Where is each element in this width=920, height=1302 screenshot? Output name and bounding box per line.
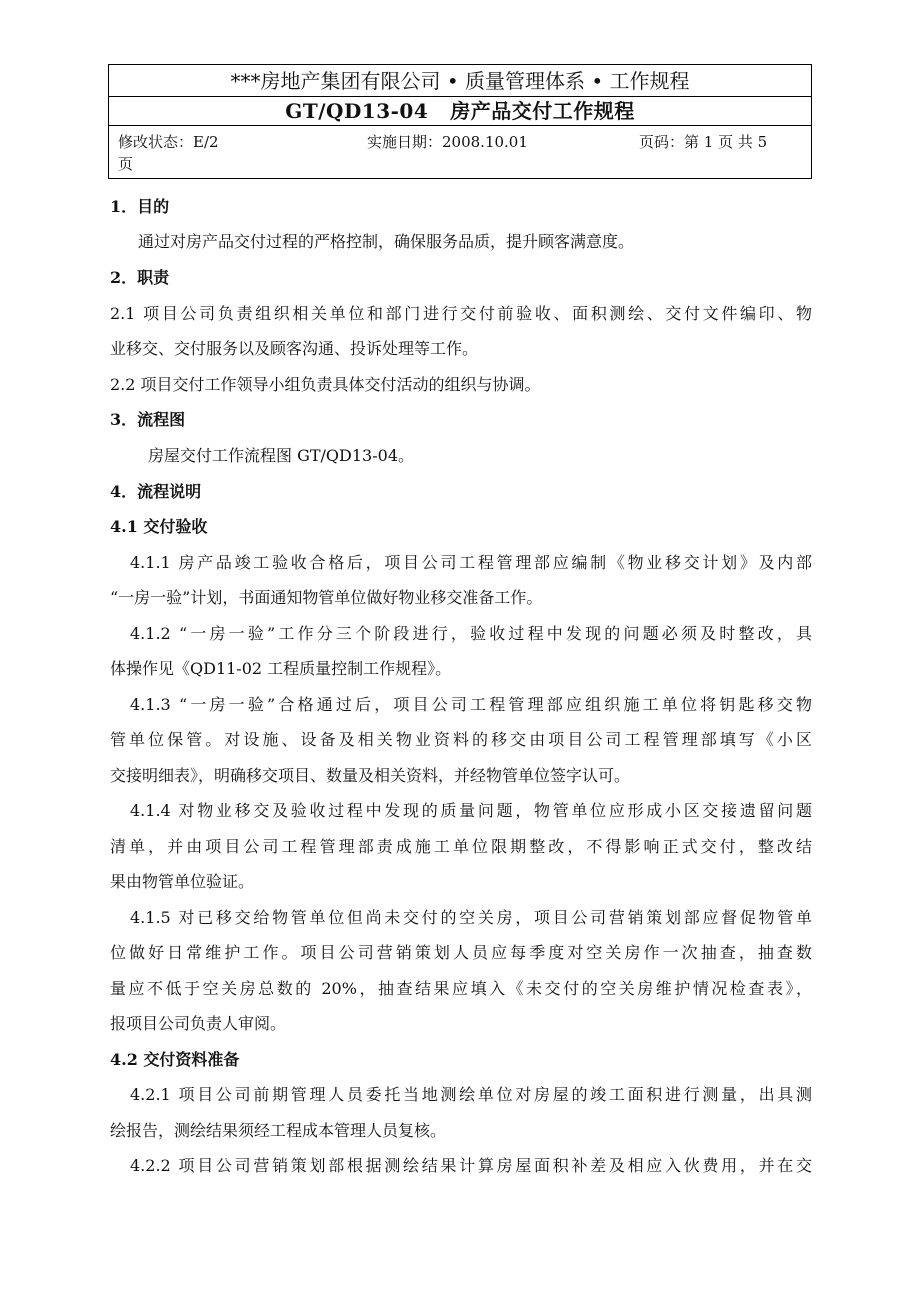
body-text-flowchart: 房屋交付工作流程图 GT/QD13-04。 (148, 446, 415, 465)
section-heading-purpose: 1．目的 (110, 197, 170, 216)
body-text-line: 管单位保管。对设施、设备及相关物业资料的移交由项目公司工程管理部填写《小区 (110, 730, 812, 749)
effective-date: 实施日期：2008.10.01 (367, 133, 528, 151)
body-text-line: 4.2.1 项目公司前期管理人员委托当地测绘单位对房屋的竣工面积进行测量，出具测 (130, 1085, 812, 1104)
body-text-line: 清单，并由项目公司工程管理部责成施工单位限期整改，不得影响正式交付，整改结 (110, 837, 812, 856)
body-text-line: 果由物管单位验证。 (110, 872, 255, 891)
subsection-heading-documents: 4.2 交付资料准备 (110, 1050, 240, 1069)
body-text-line: 4.1.4 对物业移交及验收过程中发现的质量问题，物管单位应形成小区交接遗留问题 (130, 801, 812, 820)
body-text-line: 2.1 项目公司负责组织相关单位和部门进行交付前验收、面积测绘、交付文件编印、物 (110, 304, 812, 323)
body-text-line: 4.1.1 房产品竣工验收合格后，项目公司工程管理部应编制《物业移交计划》及内部 (130, 553, 812, 572)
body-text-line: 4.1.3 “一房一验”合格通过后，项目公司工程管理部应组织施工单位将钥匙移交物 (130, 695, 812, 714)
document-code: GT/QD13-04 (285, 99, 429, 123)
section-heading-flowchart: 3．流程图 (110, 410, 186, 429)
section-heading-process: 4．流程说明 (110, 482, 202, 501)
subsection-heading-acceptance: 4.1 交付验收 (110, 517, 208, 536)
body-text-line: 4.1.5 对已移交给物管单位但尚未交付的空关房，项目公司营销策划部应督促物管单 (130, 908, 812, 927)
body-text-line: 2.2 项目交付工作领导小组负责具体交付活动的组织与协调。 (110, 375, 541, 394)
body-text-line: 交接明细表》，明确移交项目、数量及相关资料，并经物管单位签字认可。 (110, 766, 631, 785)
revision-status: 修改状态：E/2 (118, 133, 219, 151)
body-text-line: “一房一验”计划，书面通知物管单位做好物业移交准备工作。 (110, 588, 543, 607)
body-text-line: 量应不低于空关房总数的 20%，抽查结果应填入《未交付的空关房维护情况检查表》， (110, 979, 812, 998)
body-text-line: 绘报告，测绘结果须经工程成本管理人员复核。 (110, 1121, 447, 1140)
section-heading-responsibility: 2．职责 (110, 268, 170, 287)
body-text-line: 4.2.2 项目公司营销策划部根据测绘结果计算房屋面积补差及相应入伙费用，并在交 (130, 1156, 812, 1175)
body-text-line: 4.1.2 “一房一验”工作分三个阶段进行，验收过程中发现的问题必须及时整改，具 (130, 624, 812, 643)
company-header: ***房地产集团有限公司 • 质量管理体系 • 工作规程 (109, 65, 811, 97)
document-header-table (108, 64, 812, 179)
document-title: 房产品交付工作规程 (450, 99, 635, 123)
body-text-line: 业移交、交付服务以及顾客沟通、投诉处理等工作。 (110, 339, 479, 358)
page-info: 页码：第 1 页 共 5 (639, 133, 768, 151)
page-info-tail: 页 (118, 155, 134, 173)
document-meta-row (109, 126, 811, 178)
body-text-line: 体操作见《QD11-02 工程质量控制工作规程》。 (110, 659, 452, 678)
body-text-line: 位做好日常维护工作。项目公司营销策划人员应每季度对空关房作一次抽查，抽查数 (110, 943, 812, 962)
body-text-purpose: 通过对房产品交付过程的严格控制，确保服务品质，提升顾客满意度。 (138, 232, 635, 251)
body-text-line: 报项目公司负责人审阅。 (110, 1014, 287, 1033)
document-title-row (109, 97, 811, 126)
